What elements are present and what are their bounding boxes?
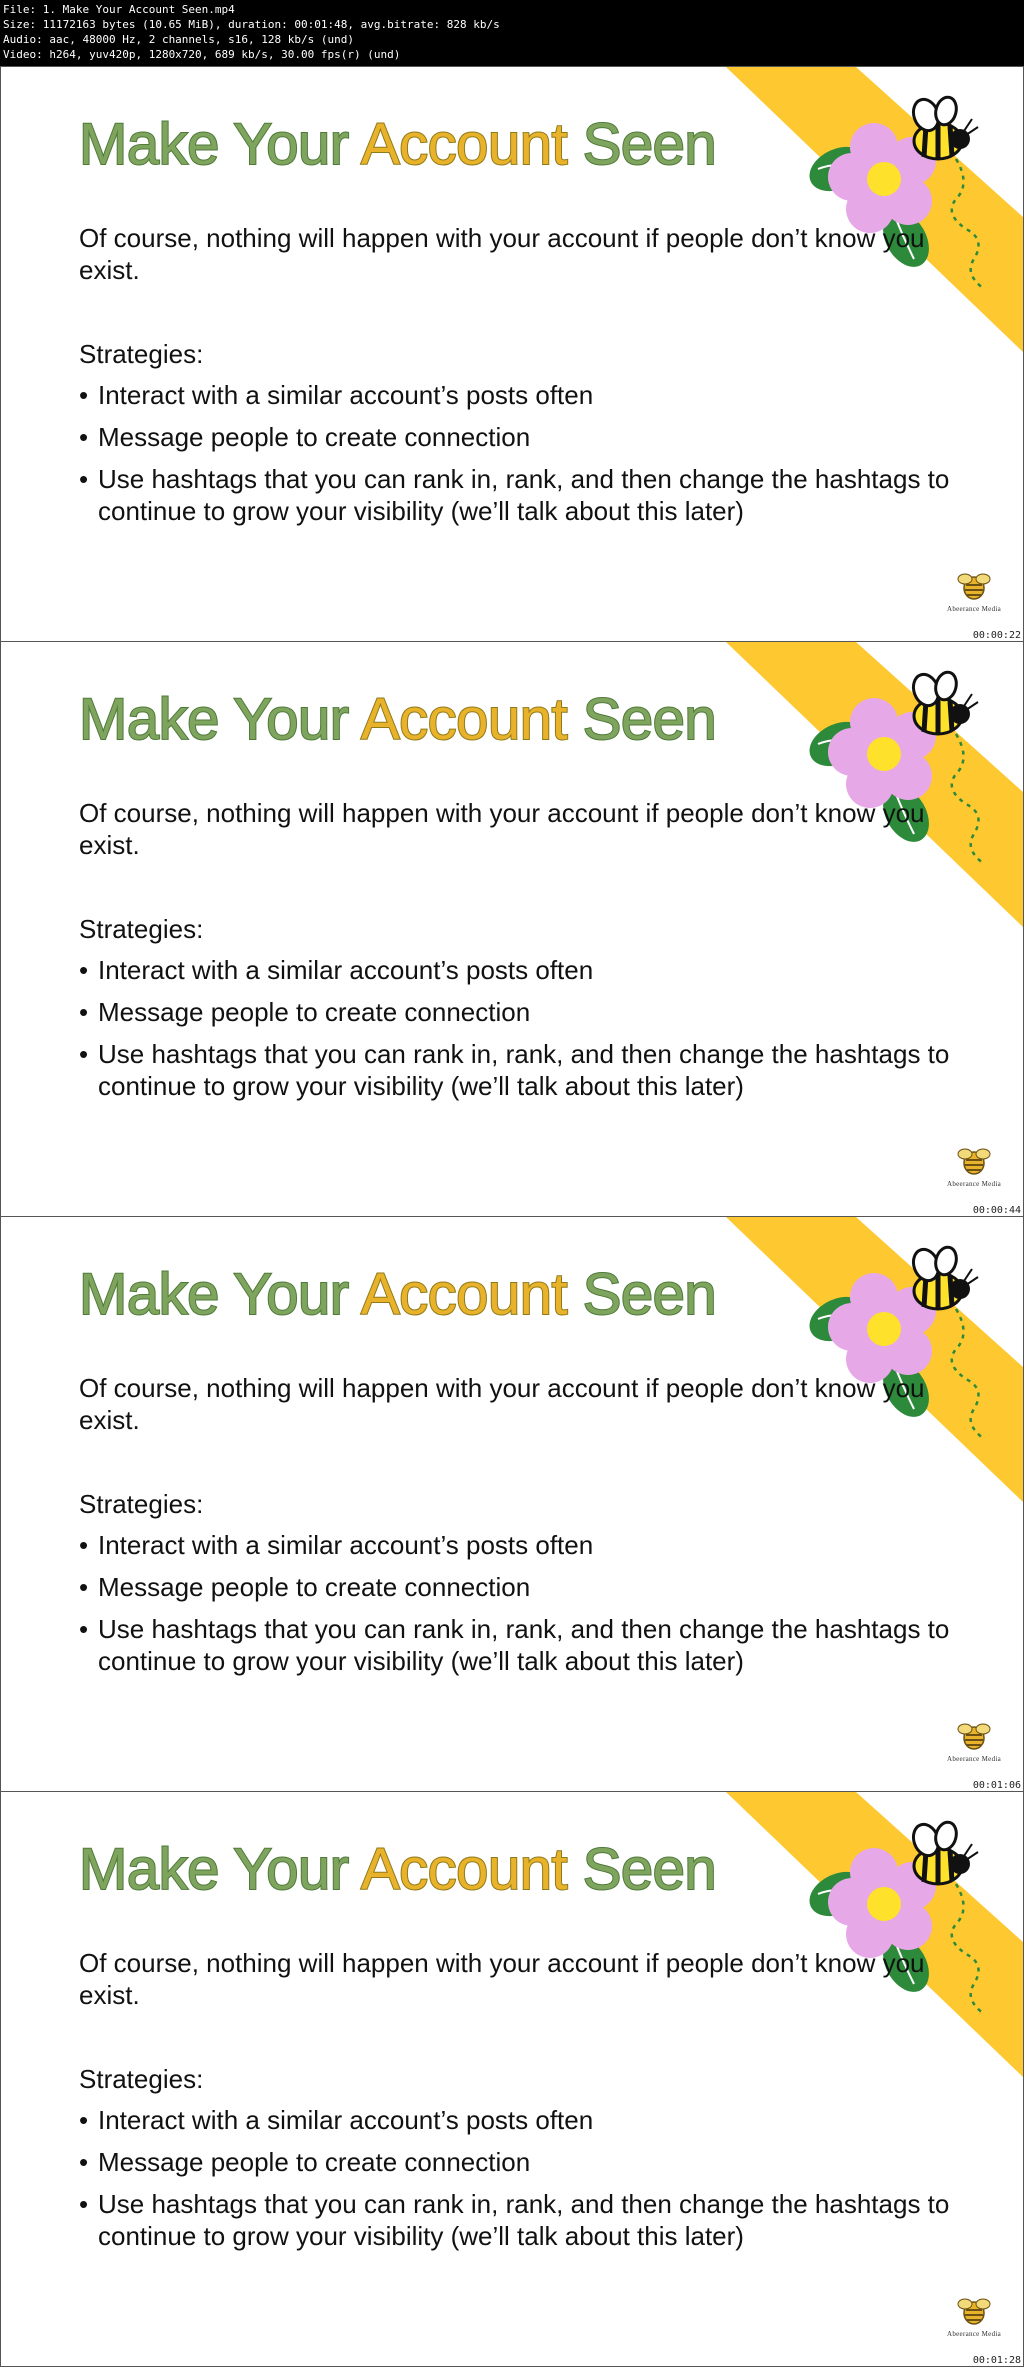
- brand-logo: [939, 571, 1009, 613]
- title-part-make-your: Make Your: [79, 1262, 361, 1327]
- strategy-item: [79, 1613, 979, 1677]
- strategy-item: [79, 2146, 979, 2178]
- brand-logo: [939, 1721, 1009, 1763]
- strategy-text: Message people to create connection: [98, 1572, 531, 1602]
- title-part-seen: Seen: [567, 112, 717, 177]
- strategy-item: [79, 1529, 979, 1561]
- slide-title: [79, 1261, 716, 1328]
- brand-logo: [939, 2296, 1009, 2338]
- title-part-account: Account: [361, 687, 568, 752]
- strategy-item: [79, 379, 979, 411]
- title-part-account: Account: [361, 1262, 568, 1327]
- strategy-text: Message people to create connection: [98, 422, 531, 452]
- strategy-item: [79, 1038, 979, 1102]
- strategy-text: Use hashtags that you can rank in, rank, and then change the hashtags to continue to grow your visibility (we’ll talk about this later): [98, 1039, 950, 1101]
- strategy-text: Message people to create connection: [98, 997, 531, 1027]
- strategy-text: Interact with a similar account’s posts often: [98, 955, 594, 985]
- bee-logo-icon: [957, 1146, 991, 1176]
- video-frame[interactable]: [0, 1216, 1024, 1792]
- strategies-heading: Strategies:: [79, 1489, 204, 1519]
- strategy-item: [79, 463, 979, 527]
- strategy-text: Use hashtags that you can rank in, rank, and then change the hashtags to continue to grow your visibility (we’ll talk about this later): [98, 464, 950, 526]
- slide-title: [79, 1836, 716, 1903]
- strategy-item: [79, 421, 979, 453]
- file-line: File: 1. Make Your Account Seen.mp4: [3, 3, 235, 16]
- strategy-item: [79, 1571, 979, 1603]
- strategy-text: Message people to create connection: [98, 2147, 531, 2177]
- frame-timestamp: 00:01:28: [972, 2355, 1021, 2366]
- strategy-list: [79, 1529, 979, 1687]
- bee-logo-icon: [957, 1721, 991, 1751]
- brand-logo: [939, 1146, 1009, 1188]
- strategy-text: Interact with a similar account’s posts often: [98, 1530, 594, 1560]
- bullet-icon: •: [79, 1039, 89, 1069]
- title-part-make-your: Make Your: [79, 112, 361, 177]
- strategies-heading: Strategies:: [79, 914, 204, 944]
- bee-logo-icon: [957, 571, 991, 601]
- strategy-text: Interact with a similar account’s posts often: [98, 2105, 594, 2135]
- frame-timestamp: 00:01:06: [972, 1780, 1021, 1791]
- title-part-make-your: Make Your: [79, 687, 361, 752]
- strategy-text: Use hashtags that you can rank in, rank, and then change the hashtags to continue to grow your visibility (we’ll talk about this later): [98, 2189, 950, 2251]
- bullet-icon: •: [79, 997, 89, 1027]
- strategies-heading: Strategies:: [79, 339, 204, 369]
- strategy-item: [79, 954, 979, 986]
- strategy-item: [79, 2188, 979, 2252]
- strategy-list: [79, 954, 979, 1112]
- title-part-account: Account: [361, 1837, 568, 1902]
- intro-text: Of course, nothing will happen with your account if people don’t know you exist.: [79, 1373, 925, 1435]
- video-info-header: [0, 0, 1024, 66]
- logo-text: Abeerance Media: [946, 1180, 1002, 1188]
- size-line: Size: 11172163 bytes (10.65 MiB), duration: 00:01:48, avg.bitrate: 828 kb/s: [3, 18, 500, 31]
- bullet-icon: •: [79, 1572, 89, 1602]
- title-part-make-your: Make Your: [79, 1837, 361, 1902]
- title-part-seen: Seen: [567, 687, 717, 752]
- bullet-icon: •: [79, 2105, 89, 2135]
- bullet-icon: •: [79, 2189, 89, 2219]
- strategy-item: [79, 996, 979, 1028]
- video-frame[interactable]: [0, 1791, 1024, 2367]
- logo-text: Abeerance Media: [946, 605, 1002, 613]
- strategy-list: [79, 2104, 979, 2262]
- bullet-icon: •: [79, 1614, 89, 1644]
- slide-title: [79, 111, 716, 178]
- title-part-seen: Seen: [567, 1837, 717, 1902]
- logo-text: Abeerance Media: [946, 2330, 1002, 2338]
- frame-timestamp: 00:00:22: [972, 630, 1021, 641]
- bullet-icon: •: [79, 464, 89, 494]
- intro-text: Of course, nothing will happen with your account if people don’t know you exist.: [79, 223, 925, 285]
- strategy-text: Interact with a similar account’s posts often: [98, 380, 594, 410]
- bee-logo-icon: [957, 2296, 991, 2326]
- strategy-list: [79, 379, 979, 537]
- intro-text: Of course, nothing will happen with your account if people don’t know you exist.: [79, 798, 925, 860]
- bullet-icon: •: [79, 380, 89, 410]
- logo-text: Abeerance Media: [946, 1755, 1002, 1763]
- title-part-seen: Seen: [567, 1262, 717, 1327]
- audio-line: Audio: aac, 48000 Hz, 2 channels, s16, 128 kb/s (und): [3, 33, 354, 46]
- bullet-icon: •: [79, 955, 89, 985]
- bullet-icon: •: [79, 2147, 89, 2177]
- bullet-icon: •: [79, 1530, 89, 1560]
- strategy-text: Use hashtags that you can rank in, rank, and then change the hashtags to continue to grow your visibility (we’ll talk about this later): [98, 1614, 950, 1676]
- video-line: Video: h264, yuv420p, 1280x720, 689 kb/s, 30.00 fps(r) (und): [3, 48, 401, 61]
- intro-text: Of course, nothing will happen with your account if people don’t know you exist.: [79, 1948, 925, 2010]
- strategies-heading: Strategies:: [79, 2064, 204, 2094]
- strategy-item: [79, 2104, 979, 2136]
- video-frame[interactable]: [0, 66, 1024, 642]
- bullet-icon: •: [79, 422, 89, 452]
- title-part-account: Account: [361, 112, 568, 177]
- slide-title: [79, 686, 716, 753]
- frame-timestamp: 00:00:44: [972, 1205, 1021, 1216]
- video-frame[interactable]: [0, 641, 1024, 1217]
